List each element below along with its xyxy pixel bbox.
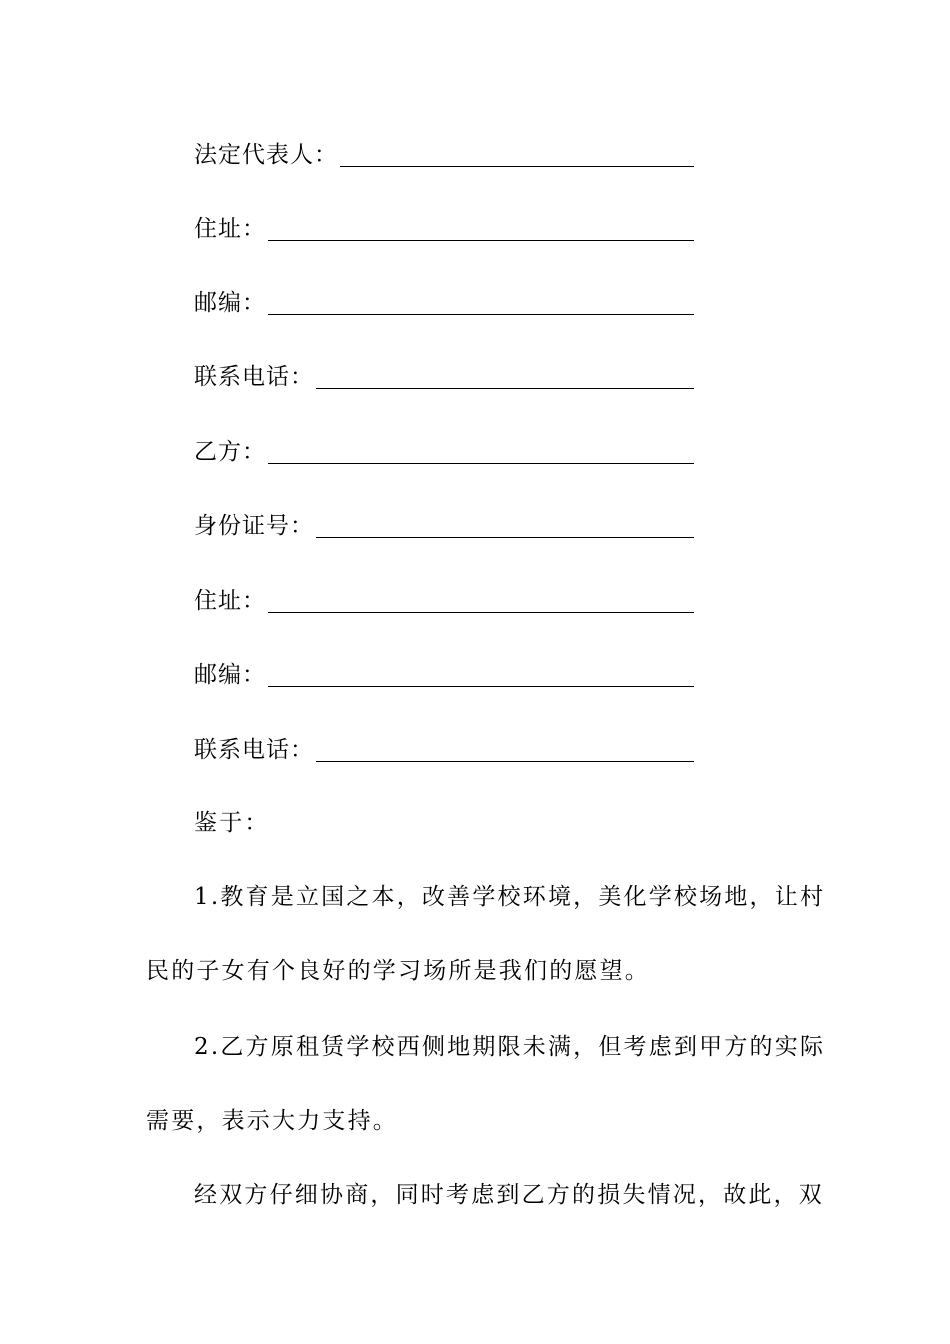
field-phone-a bbox=[194, 358, 694, 392]
field-id-number bbox=[194, 507, 694, 541]
blank-line bbox=[268, 463, 694, 464]
blank-line bbox=[268, 686, 694, 687]
paragraph-line: 1.教育是立国之本，改善学校环境，美化学校场地，让村 bbox=[194, 884, 826, 910]
field-party-b bbox=[194, 433, 694, 467]
blank-line bbox=[268, 314, 694, 315]
field-address-a bbox=[194, 210, 694, 244]
blank-line bbox=[316, 388, 694, 389]
field-label: 住址： bbox=[194, 588, 266, 614]
field-postcode-b bbox=[194, 656, 694, 690]
blank-line bbox=[316, 537, 694, 538]
field-label: 身份证号： bbox=[194, 513, 314, 539]
paragraph-line: 民的子女有个良好的学习场所是我们的愿望。 bbox=[146, 958, 650, 984]
paragraph-line: 2.乙方原租赁学校西侧地期限未满，但考虑到甲方的实际 bbox=[194, 1034, 826, 1060]
field-postcode-a bbox=[194, 284, 694, 318]
field-label: 邮编： bbox=[194, 662, 266, 688]
field-phone-b bbox=[194, 731, 694, 765]
field-address-b bbox=[194, 582, 694, 616]
blank-line bbox=[268, 240, 694, 241]
field-label: 法定代表人： bbox=[194, 142, 338, 168]
field-label: 邮编： bbox=[194, 290, 266, 316]
field-label: 联系电话： bbox=[194, 737, 314, 763]
blank-line bbox=[268, 612, 694, 613]
field-label: 住址： bbox=[194, 216, 266, 242]
paragraph-line: 经双方仔细协商，同时考虑到乙方的损失情况，故此，双 bbox=[194, 1182, 824, 1208]
blank-line bbox=[340, 166, 694, 167]
field-label: 联系电话： bbox=[194, 364, 314, 390]
blank-line bbox=[316, 761, 694, 762]
paragraph-line: 需要，表示大力支持。 bbox=[146, 1108, 398, 1134]
field-legal-representative bbox=[194, 136, 694, 170]
field-label: 乙方： bbox=[194, 439, 266, 465]
whereas-heading: 鉴于： bbox=[194, 810, 270, 836]
